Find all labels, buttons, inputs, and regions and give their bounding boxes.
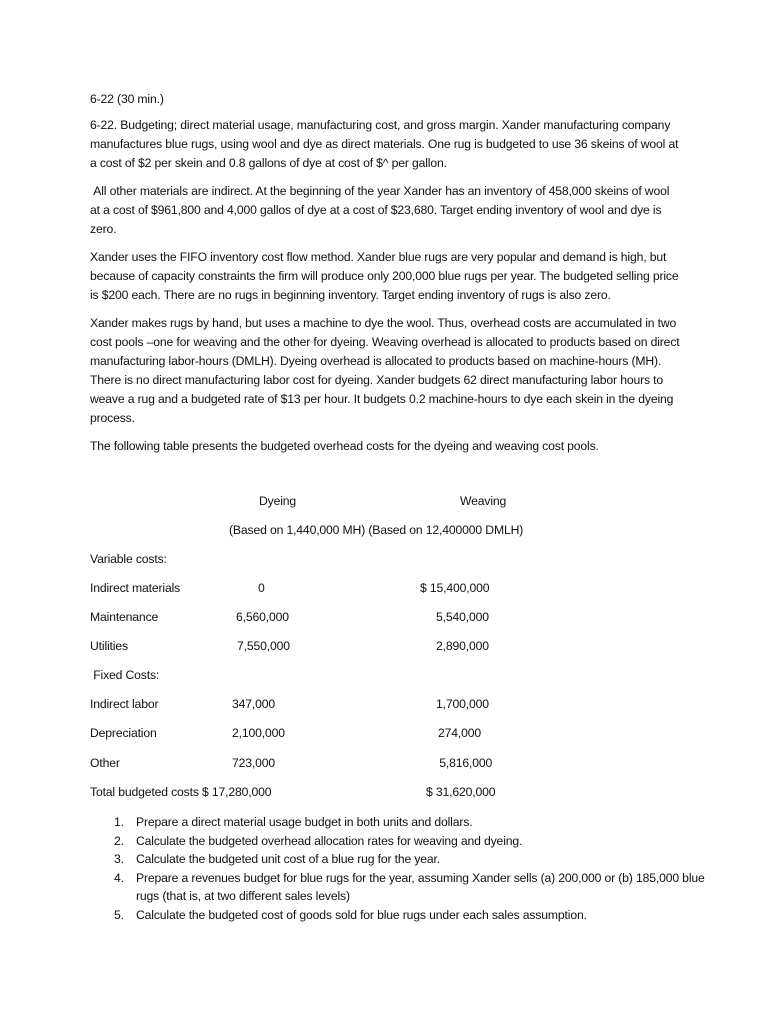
question-item: Calculate the budgeted overhead allocation rates for weaving and dyeing. (136, 833, 523, 848)
weaving-value: 274,000 (438, 726, 482, 740)
dyeing-value: 347,000 (232, 697, 276, 711)
weaving-value: 5,816,000 (436, 756, 493, 770)
paragraph-overhead: Xander makes rugs by hand, but uses a machine to dye the wool. Thus, overhead costs are accumulated in two cost pools –one for weaving and the other for dyeing. Weaving overhead is allocated to products based on direct manufacturing labor-hours (DMLH). Dyeing overhead is allocated to products based on machine-hours (MH). There is no direct manufacturing labor cost for dyeing. Xander budgets 62 direct manufacturing labor hours to weave a rug and a budgeted rate of $13 per hour. It budgets 0.2 machine-hours to dye each skein in the dyeing process. (90, 316, 680, 425)
row-label: Depreciation (90, 726, 157, 740)
problem-header: 6-22 (30 min.) (90, 92, 164, 106)
paragraph-fifo: Xander uses the FIFO inventory cost flow method. Xander blue rugs are very popular and demand is high, but because of capacity constraints the firm will produce only 200,000 blue rugs per year. The budgeted selling price is $200 each. There are no rugs in beginning inventory. Target ending inventory of rugs is also zero. (90, 250, 679, 302)
dyeing-value: 2,100,000 (232, 726, 285, 740)
variable-costs-heading: Variable costs: (90, 552, 167, 566)
weaving-value: 1,700,000 (436, 697, 489, 711)
row-label: Indirect labor (90, 697, 159, 711)
row-label: Other (90, 756, 120, 770)
column-header-dyeing: Dyeing (259, 494, 297, 508)
question-item: Calculate the budgeted unit cost of a blue rug for the year. (136, 852, 441, 866)
paragraph-intro: 6-22. Budgeting; direct material usage, manufacturing cost, and gross margin. Xander manufacturing company manufactures blue rugs, using wool and dye as direct materials. One rug is budgeted to use 36 skeins of wool at a cost of $2 per skein and 0.8 gallons of dye at cost of $^ per gallon. (90, 118, 679, 170)
dyeing-value: 6,560,000 (236, 610, 289, 624)
total-weaving-value: $ 31,620,000 (426, 785, 496, 799)
row-label: Maintenance (90, 610, 159, 624)
problem-text (90, 90, 680, 456)
weaving-value: $ 15,400,000 (420, 581, 490, 595)
total-label: Total budgeted costs $ 17,280,000 (90, 785, 272, 799)
dyeing-value: 7,550,000 (237, 639, 290, 653)
paragraph-table-intro: The following table presents the budgeted overhead costs for the dyeing and weaving cost pools. (90, 439, 599, 453)
dyeing-value: 723,000 (232, 756, 276, 770)
fixed-costs-heading: Fixed Costs: (90, 668, 160, 682)
row-label: Indirect materials (90, 581, 181, 595)
allocation-basis: (Based on 1,440,000 MH) (Based on 12,400000 DMLH) (229, 523, 524, 537)
weaving-value: 2,890,000 (436, 639, 489, 653)
question-item: Calculate the budgeted cost of goods sold for blue rugs under each sales assumption. (136, 907, 587, 922)
paragraph-inventory: All other materials are indirect. At the beginning of the year Xander has an inventory of 458,000 skeins of wool at a cost of $961,800 and 4,000 gallos of dye at a cost of $23,680. Target ending inventory of wool and dye is zero. (90, 184, 673, 236)
column-header-weaving: Weaving (460, 494, 507, 508)
question-item: Prepare a revenues budget for blue rugs for the year, assuming Xander sells (a) 200,000 or (b) 185,000 blue rugs (that is, at two different sales levels) (136, 870, 705, 903)
row-label: Utilities (90, 639, 128, 653)
question-list (90, 813, 716, 924)
weaving-value: 5,540,000 (436, 610, 489, 624)
dyeing-value: 0 (258, 581, 265, 595)
question-item: Prepare a direct material usage budget in both units and dollars. (136, 815, 473, 829)
